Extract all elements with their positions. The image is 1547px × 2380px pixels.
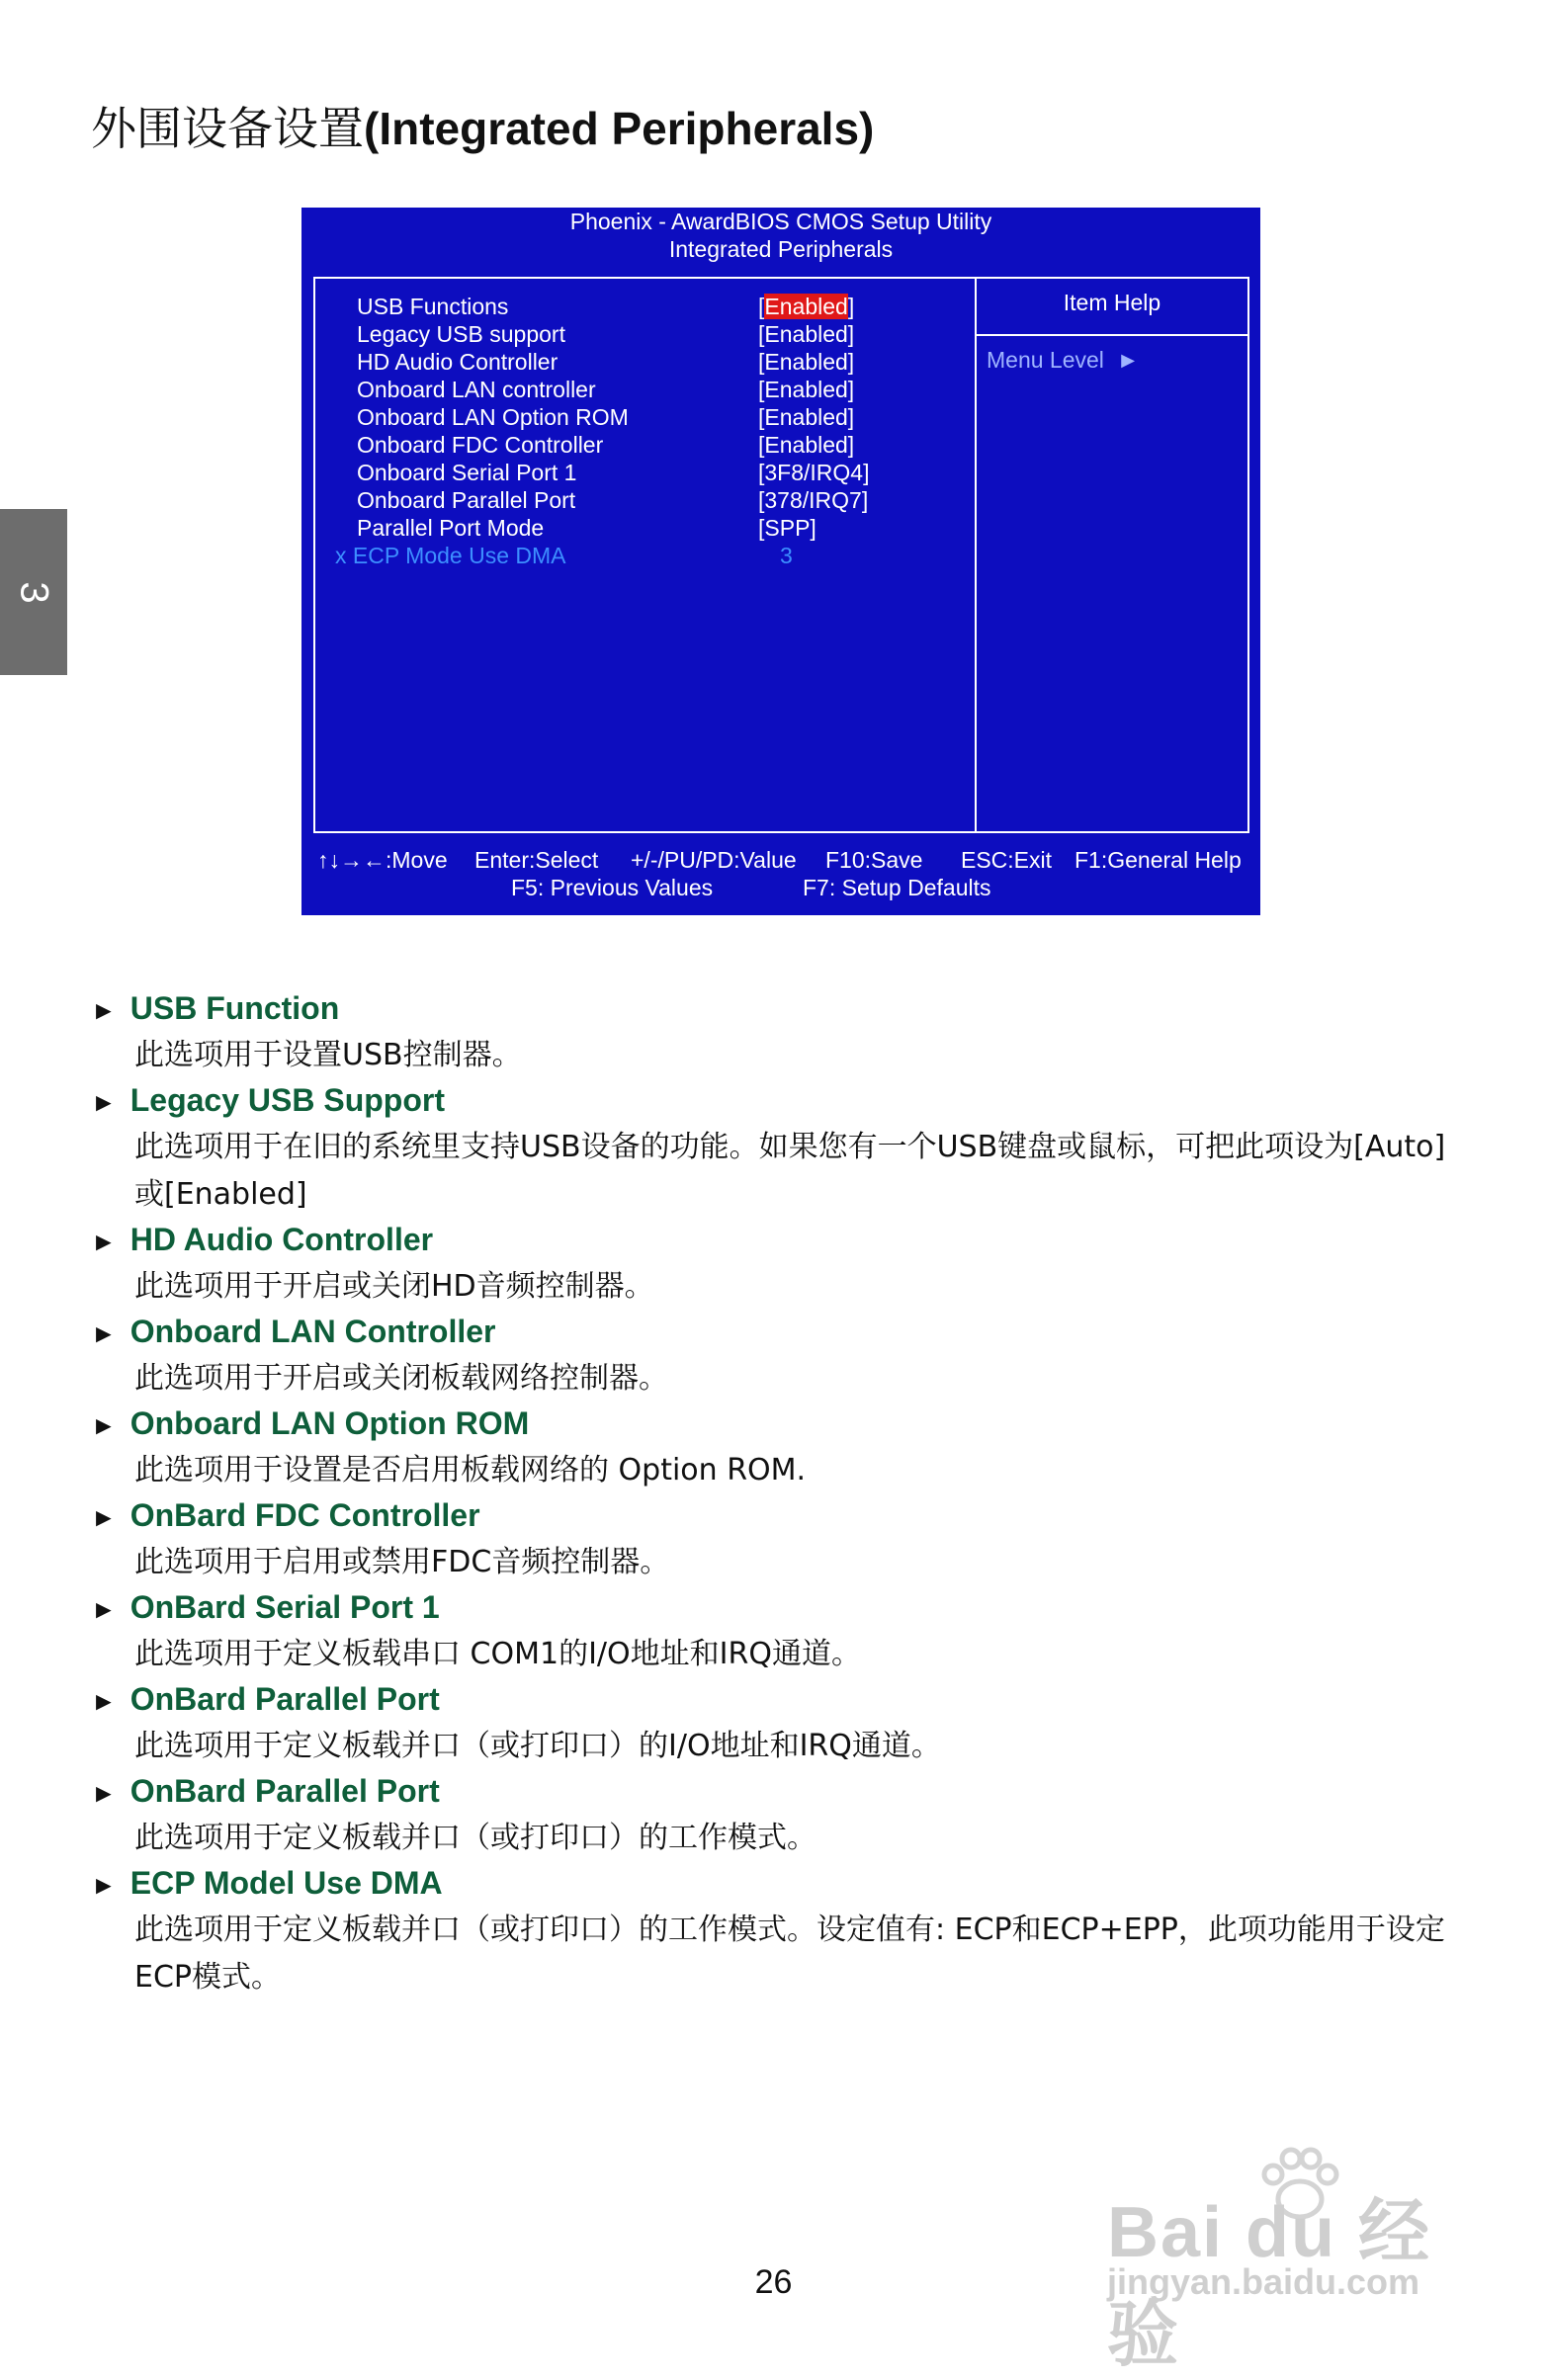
- bios-option-label: Onboard LAN Option ROM: [357, 404, 629, 430]
- footer-key-previous: F5: Previous Values: [511, 875, 714, 900]
- description-text: 此选项用于在旧的系统里支持USB设备的功能。如果您有一个USB键盘或鼠标，可把此项设为[Auto]或[Enabled]: [134, 1130, 1446, 1212]
- watermark-url: jingyan.baidu.com: [1107, 2261, 1420, 2302]
- footer-key-select: Enter:Select: [474, 847, 599, 873]
- description-text: 此选项用于定义板载串口 COM1的I/O地址和IRQ通道。: [134, 1637, 861, 1671]
- description-text: 此选项用于定义板载并口（或打印口）的I/O地址和IRQ通道。: [134, 1729, 941, 1763]
- description-heading: [91, 1679, 440, 1721]
- menu-level-label: Menu Level: [987, 347, 1104, 373]
- description-heading: [91, 1220, 433, 1261]
- description-title: OnBard Parallel Port: [129, 1773, 440, 1809]
- description-heading: [91, 1863, 443, 1905]
- bios-option-label: HD Audio Controller: [357, 349, 559, 375]
- description-title: Legacy USB Support: [129, 1082, 445, 1118]
- description-text: 此选项用于设置USB控制器。: [134, 1038, 522, 1072]
- menu-level-arrow-icon: ►: [1116, 347, 1140, 373]
- bios-option-label: Legacy USB support: [357, 321, 565, 347]
- description-title: OnBard Parallel Port: [129, 1681, 440, 1717]
- description-heading: [91, 1312, 496, 1353]
- bios-option-label: x ECP Mode Use DMA: [335, 543, 566, 568]
- bullet-arrow-icon: ►: [91, 1087, 117, 1117]
- bullet-arrow-icon: ►: [91, 1870, 117, 1900]
- bullet-arrow-icon: ►: [91, 1410, 117, 1440]
- bios-header-title: Phoenix - AwardBIOS CMOS Setup Utility: [569, 209, 992, 234]
- bullet-arrow-icon: ►: [91, 1502, 117, 1532]
- bios-header-subtitle: Integrated Peripherals: [668, 236, 894, 262]
- description-text: 此选项用于启用或禁用FDC音频控制器。: [134, 1545, 670, 1579]
- bios-option-label: Onboard Serial Port 1: [357, 460, 577, 485]
- selected-value-highlight[interactable]: Enabled: [764, 294, 848, 319]
- bios-option-value[interactable]: [SPP]: [758, 515, 816, 541]
- bios-option-value[interactable]: [3F8/IRQ4]: [758, 460, 870, 485]
- bullet-arrow-icon: ►: [91, 995, 117, 1025]
- chapter-tab: [0, 509, 67, 675]
- help-divider: [977, 334, 1247, 336]
- bios-option-value[interactable]: [378/IRQ7]: [758, 487, 869, 513]
- description-heading: [91, 1771, 440, 1813]
- menu-level: [987, 346, 1139, 374]
- footer-key-value: +/-/PU/PD:Value: [631, 847, 797, 873]
- bios-option-label: Onboard LAN controller: [357, 377, 596, 402]
- description-heading: [91, 1495, 480, 1537]
- description-title: ECP Model Use DMA: [129, 1865, 443, 1901]
- description-text: 此选项用于定义板载并口（或打印口）的工作模式。: [134, 1821, 816, 1855]
- description-text: 此选项用于定义板载并口（或打印口）的工作模式。设定值有: ECP和ECP+EPP，此项功能用于设定ECP模式。: [134, 1912, 1445, 1995]
- description-heading: [91, 988, 339, 1030]
- bios-option-value[interactable]: [Enabled]: [758, 321, 855, 347]
- bullet-arrow-icon: ►: [91, 1778, 117, 1808]
- description-heading: [91, 1587, 440, 1629]
- bios-option-label: Parallel Port Mode: [357, 515, 545, 541]
- description-text: 此选项用于开启或关闭HD音频控制器。: [134, 1269, 654, 1304]
- description-title: Onboard LAN Controller: [129, 1314, 496, 1349]
- description-title: USB Function: [129, 990, 340, 1026]
- bios-option-value[interactable]: [Enabled]: [758, 349, 855, 375]
- watermark-main: Bai du 经验: [1107, 2193, 1432, 2375]
- description-title: OnBard FDC Controller: [129, 1497, 480, 1533]
- footer-key-save: F10:Save: [825, 847, 923, 873]
- bios-option-label: Onboard FDC Controller: [357, 432, 604, 458]
- bios-options-panel: [313, 277, 977, 833]
- description-title: HD Audio Controller: [129, 1222, 434, 1257]
- bracket-close: ]: [847, 294, 855, 319]
- page-title: [91, 99, 874, 158]
- bullet-arrow-icon: ►: [91, 1318, 117, 1348]
- bullet-arrow-icon: ►: [91, 1227, 117, 1256]
- description-heading: [91, 1403, 529, 1445]
- bios-option-value[interactable]: [758, 293, 854, 320]
- page-number: 26: [754, 2263, 793, 2301]
- bios-option-value[interactable]: [Enabled]: [758, 432, 855, 458]
- bios-option-label: Onboard Parallel Port: [357, 487, 576, 513]
- bios-option-value[interactable]: [Enabled]: [758, 377, 855, 402]
- description-heading: [91, 1080, 445, 1122]
- footer-key-move: ↑↓→←:Move: [317, 847, 448, 873]
- chapter-number: 3: [12, 580, 56, 604]
- bios-option-label: USB Functions: [357, 294, 509, 319]
- bullet-arrow-icon: ►: [91, 1686, 117, 1716]
- bios-help-panel: [975, 277, 1249, 833]
- page-title-en: (Integrated Peripherals): [364, 103, 875, 154]
- bios-screen: [301, 208, 1260, 915]
- bios-option-value[interactable]: 3: [780, 543, 793, 568]
- item-help-title: Item Help: [1063, 290, 1161, 315]
- description-title: Onboard LAN Option ROM: [129, 1405, 530, 1441]
- page-title-cn: 外围设备设置: [91, 102, 364, 155]
- description-text: 此选项用于设置是否启用板载网络的 Option ROM.: [134, 1453, 807, 1488]
- footer-key-defaults: F7: Setup Defaults: [803, 875, 991, 900]
- bullet-arrow-icon: ►: [91, 1594, 117, 1624]
- bracket-open: [: [758, 294, 765, 319]
- description-text: 此选项用于开启或关闭板载网络控制器。: [134, 1361, 668, 1396]
- bios-option-value[interactable]: [Enabled]: [758, 404, 855, 430]
- description-title: OnBard Serial Port 1: [129, 1589, 440, 1625]
- footer-key-help: F1:General Help: [1074, 847, 1242, 873]
- footer-key-exit: ESC:Exit: [961, 847, 1053, 873]
